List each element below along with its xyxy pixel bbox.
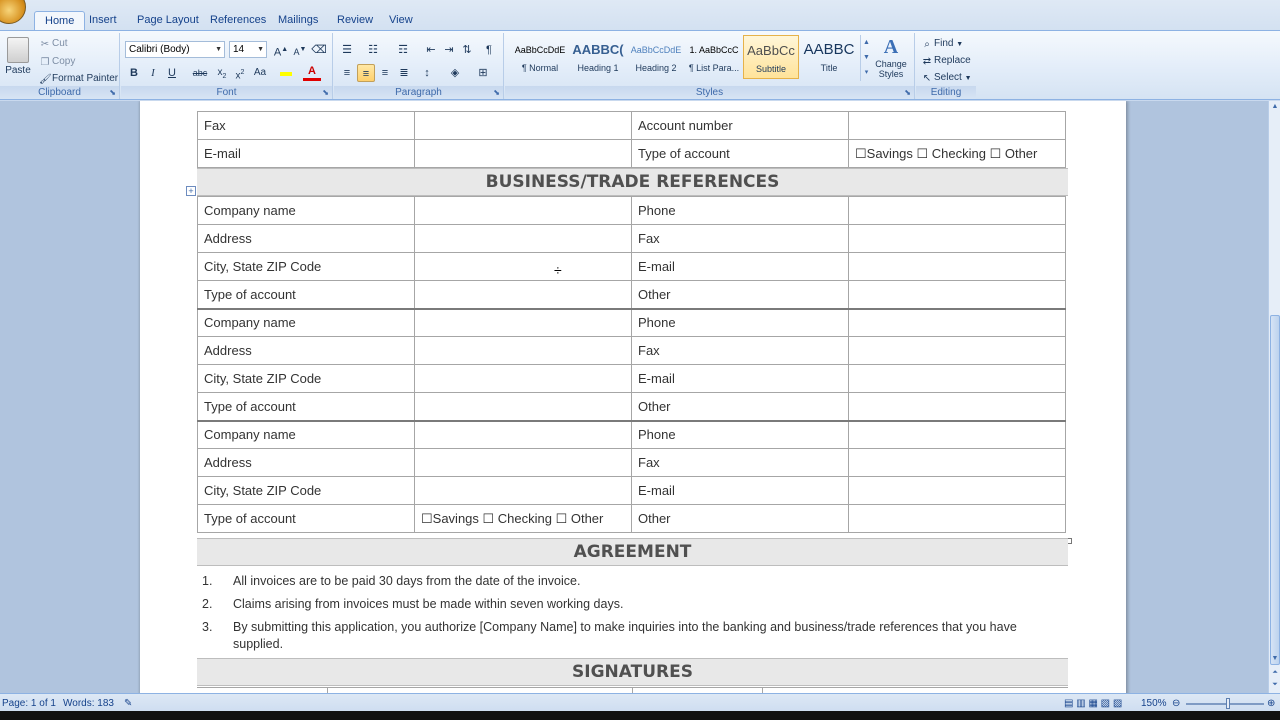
paint-bucket-icon: ◈ xyxy=(450,67,460,79)
table-cell[interactable] xyxy=(849,449,1066,477)
previous-page-icon[interactable]: ⏶ xyxy=(1272,669,1278,676)
table-row xyxy=(198,477,1066,505)
decrease-indent-button[interactable] xyxy=(422,41,440,59)
bank-info-table xyxy=(197,111,1066,168)
table-cell[interactable]: Address xyxy=(198,337,415,365)
paste-icon xyxy=(7,37,29,63)
table-row xyxy=(198,421,1066,449)
table-cell[interactable]: E-mail xyxy=(198,140,415,168)
style-preview: AaBbCc xyxy=(747,43,795,58)
grow-font-button[interactable]: A▲ xyxy=(273,46,289,59)
borders-button[interactable] xyxy=(474,64,492,82)
table-cell[interactable]: ☐Savings ☐ Checking ☐ Other xyxy=(415,505,632,533)
list-text: Claims arising from invoices must be made within seven working days. xyxy=(233,597,624,611)
table-cell[interactable]: E-mail xyxy=(632,477,849,505)
table-row xyxy=(198,281,1066,309)
shrink-font-button[interactable]: A▼ xyxy=(293,46,307,57)
table-cell[interactable] xyxy=(849,197,1066,225)
page-count[interactable]: Page: 1 of 1 xyxy=(2,698,56,709)
eraser-icon: ⌫ xyxy=(311,44,327,56)
highlighter-icon xyxy=(280,72,292,76)
change-styles-icon: A xyxy=(883,36,899,58)
table-row xyxy=(198,197,1066,225)
table-cell[interactable] xyxy=(415,112,632,140)
list-number: 2. xyxy=(202,597,213,611)
paragraph-launcher-icon[interactable]: ⬊ xyxy=(493,88,500,97)
table-row xyxy=(198,393,1066,421)
document-workspace xyxy=(0,101,1268,693)
strikethrough-button[interactable]: abc xyxy=(192,68,208,78)
style-preview: AABBC xyxy=(803,41,855,58)
brush-icon: 🖌 xyxy=(39,74,52,85)
style-subtitle[interactable] xyxy=(743,35,799,79)
scissors-icon: ✂ xyxy=(40,39,50,50)
table-cell[interactable] xyxy=(849,505,1066,533)
table-cell[interactable]: Type of account xyxy=(632,140,849,168)
replace-button[interactable] xyxy=(920,54,971,67)
table-cell[interactable]: Phone xyxy=(632,309,849,337)
clear-formatting-button[interactable] xyxy=(310,41,328,59)
table-cell[interactable]: Type of account xyxy=(198,281,415,309)
table-cell[interactable] xyxy=(415,449,632,477)
table-cell[interactable]: Phone xyxy=(632,421,849,449)
styles-group-label: Styles xyxy=(505,86,914,99)
table-cell[interactable] xyxy=(415,281,632,309)
table-cell[interactable]: City, State ZIP Code xyxy=(198,365,415,393)
table-cell[interactable]: Type of account xyxy=(198,393,415,421)
bullet-list-icon: ☰ xyxy=(342,44,352,56)
style-normal[interactable] xyxy=(512,35,568,79)
style-preview: AaBbCcDdE xyxy=(514,45,566,55)
zoom-level[interactable]: 150% xyxy=(1141,698,1167,709)
style-preview: AaBbCcDdE xyxy=(630,45,682,55)
font-size-value: 14 xyxy=(233,44,245,55)
next-page-icon[interactable]: ⏷ xyxy=(1272,681,1278,688)
style-name: ¶ List Para... xyxy=(688,63,740,73)
style-name: Heading 1 xyxy=(577,63,619,73)
format-painter-button[interactable] xyxy=(38,72,118,85)
agreement-heading: AGREEMENT xyxy=(197,538,1068,566)
chevron-down-icon: ▼ xyxy=(257,46,264,53)
table-cell[interactable]: Fax xyxy=(198,112,415,140)
table-cell[interactable]: E-mail xyxy=(632,253,849,281)
office-button[interactable] xyxy=(0,0,30,30)
sort-icon: ⇅ xyxy=(462,44,472,56)
table-cell[interactable]: Fax xyxy=(632,337,849,365)
style-list-paragraph[interactable] xyxy=(686,35,742,79)
word-count[interactable]: Words: 183 xyxy=(63,698,114,709)
numbered-list-icon: ☷ xyxy=(368,44,378,56)
styles-launcher-icon[interactable]: ⬊ xyxy=(904,88,911,97)
cut-label: Cut xyxy=(52,38,68,50)
style-heading-2[interactable] xyxy=(628,35,684,79)
style-heading-1[interactable] xyxy=(570,35,626,79)
copy-icon: ❐ xyxy=(40,57,50,68)
font-size-select[interactable] xyxy=(229,41,267,58)
tab-page-layout[interactable]: Page Layout xyxy=(137,14,199,26)
subscript-button[interactable]: $x_2$ xyxy=(217,67,227,80)
line-spacing-icon: ↕ xyxy=(424,67,430,79)
zoom-slider[interactable] xyxy=(1186,703,1264,705)
table-cell[interactable] xyxy=(415,365,632,393)
clipboard-launcher-icon[interactable]: ⬊ xyxy=(109,88,116,97)
editing-group-label: Editing xyxy=(916,86,976,99)
line-spacing-button[interactable] xyxy=(418,64,436,82)
table-cell[interactable] xyxy=(415,140,632,168)
table-cell[interactable] xyxy=(849,337,1066,365)
scroll-down-icon[interactable]: ▼ xyxy=(1271,655,1279,662)
clipboard-group-label: Clipboard xyxy=(0,86,119,99)
screen-bottom-edge xyxy=(0,711,1280,720)
table-cell[interactable]: Phone xyxy=(632,197,849,225)
multilevel-list-icon: ☶ xyxy=(398,44,408,56)
font-family-select[interactable] xyxy=(125,41,225,58)
table-cell[interactable] xyxy=(849,365,1066,393)
table-cell[interactable]: Company name xyxy=(198,309,415,337)
table-cell[interactable] xyxy=(849,225,1066,253)
binoculars-icon: ⌕ xyxy=(924,39,930,50)
list-text: By submitting this application, you authorize [Company Name] to make inquiries into the banking and business/trade references that you have supplied. xyxy=(233,620,1017,651)
list-item[interactable] xyxy=(202,596,1022,613)
align-left-icon: ≡ xyxy=(343,67,351,79)
table-cell[interactable]: Fax xyxy=(632,449,849,477)
table-cell[interactable]: Other xyxy=(632,505,849,533)
vertical-scrollbar[interactable] xyxy=(1268,101,1280,693)
outdent-icon: ⇤ xyxy=(426,44,436,56)
tab-mailings[interactable]: Mailings xyxy=(278,14,319,26)
list-number: 1. xyxy=(202,574,213,588)
table-cell[interactable]: City, State ZIP Code xyxy=(198,477,415,505)
change-styles-button[interactable] xyxy=(873,35,909,83)
table-cell[interactable]: Fax xyxy=(632,225,849,253)
justify-button[interactable] xyxy=(395,64,413,82)
clipboard-group xyxy=(0,33,120,99)
agreement-list xyxy=(202,573,1022,659)
table-cell[interactable] xyxy=(849,112,1066,140)
table-row xyxy=(198,112,1066,140)
table-cell[interactable]: Other xyxy=(632,281,849,309)
increase-indent-button[interactable] xyxy=(440,41,458,59)
tab-insert[interactable]: Insert xyxy=(89,14,117,26)
style-preview: AABBC( xyxy=(572,42,624,57)
style-title[interactable] xyxy=(801,35,857,79)
table-cell[interactable] xyxy=(849,393,1066,421)
business-references-table xyxy=(197,196,1066,533)
font-launcher-icon[interactable]: ⬊ xyxy=(322,88,329,97)
ribbon-tab-strip xyxy=(0,0,1280,30)
table-cell[interactable]: Type of account xyxy=(198,505,415,533)
tab-home[interactable]: Home xyxy=(34,11,85,30)
list-item[interactable] xyxy=(202,619,1022,653)
copy-label: Copy xyxy=(52,56,76,68)
shading-button[interactable] xyxy=(446,64,464,82)
font-group-label: Font xyxy=(121,86,332,99)
align-center-icon: ≡ xyxy=(362,68,370,80)
format-painter-label: Format Painter xyxy=(52,73,119,85)
more-icon: ▾ xyxy=(864,69,869,76)
bullets-button[interactable] xyxy=(338,41,356,59)
cursor-icon: ↖ xyxy=(922,73,932,84)
table-cell[interactable]: Other xyxy=(632,393,849,421)
list-text: All invoices are to be paid 30 days from the date of the invoice. xyxy=(233,574,581,588)
tab-references[interactable]: References xyxy=(210,14,267,26)
style-name: Title xyxy=(820,63,838,73)
table-cell[interactable]: City, State ZIP Code xyxy=(198,253,415,281)
show-formatting-button[interactable] xyxy=(480,41,498,59)
table-row xyxy=(198,309,1066,337)
list-number: 3. xyxy=(202,620,213,634)
style-name: ¶ Normal xyxy=(521,63,559,73)
scroll-thumb[interactable] xyxy=(1270,315,1280,665)
table-cell[interactable] xyxy=(415,477,632,505)
change-styles-label: Change Styles xyxy=(875,59,907,79)
table-cell[interactable] xyxy=(415,197,632,225)
center-button[interactable] xyxy=(357,64,375,82)
table-cell[interactable]: Address xyxy=(198,449,415,477)
business-references-heading: BUSINESS/TRADE REFERENCES xyxy=(197,168,1068,196)
chevron-down-icon: ▼ xyxy=(863,54,870,61)
font-group xyxy=(121,33,333,99)
cut-button[interactable] xyxy=(38,37,68,50)
style-name: Subtitle xyxy=(755,64,787,74)
select-button[interactable] xyxy=(920,71,972,84)
superscript-button[interactable]: $x^2$ xyxy=(235,69,245,82)
list-item[interactable] xyxy=(202,573,1022,590)
editing-group xyxy=(916,33,976,99)
ribbon xyxy=(0,30,1280,100)
table-cell[interactable] xyxy=(849,477,1066,505)
paste-button[interactable] xyxy=(4,35,32,83)
move-cursor-icon: ÷ xyxy=(554,262,562,278)
signatures-heading: SIGNATURES xyxy=(197,658,1068,686)
zoom-slider-thumb[interactable] xyxy=(1226,698,1230,709)
view-buttons[interactable]: ▤ ▥ ▦ ▧ ▨ xyxy=(1064,698,1123,709)
change-case-button[interactable]: Aa xyxy=(253,67,267,78)
table-row xyxy=(198,253,1066,281)
styles-gallery-scroll[interactable] xyxy=(860,35,872,81)
style-name: Heading 2 xyxy=(635,63,677,73)
table-cell[interactable] xyxy=(849,253,1066,281)
justify-icon: ≣ xyxy=(399,67,409,79)
table-cell[interactable]: Account number xyxy=(632,112,849,140)
tab-view[interactable]: View xyxy=(389,14,413,26)
bold-button[interactable]: B xyxy=(130,67,138,79)
proofing-icon[interactable]: ✎ xyxy=(124,698,133,709)
select-label: Select xyxy=(934,72,962,84)
paragraph-group xyxy=(334,33,504,99)
table-cell[interactable] xyxy=(415,225,632,253)
table-cell[interactable]: Address xyxy=(198,225,415,253)
underline-button[interactable]: U xyxy=(168,67,176,79)
table-row xyxy=(198,505,1066,533)
italic-button[interactable]: I xyxy=(151,67,155,79)
copy-button[interactable] xyxy=(38,55,75,68)
table-row xyxy=(198,337,1066,365)
chevron-down-icon: ▼ xyxy=(964,75,972,83)
align-right-button[interactable] xyxy=(376,64,394,82)
numbering-button[interactable] xyxy=(364,41,382,59)
scroll-up-icon[interactable]: ▲ xyxy=(1271,103,1279,110)
table-cell[interactable]: E-mail xyxy=(632,365,849,393)
table-move-handle-icon[interactable]: + xyxy=(186,186,196,196)
borders-icon: ⊞ xyxy=(478,67,488,79)
paragraph-group-label: Paragraph xyxy=(334,86,503,99)
align-left-button[interactable] xyxy=(338,64,356,82)
table-cell[interactable] xyxy=(415,337,632,365)
table-row xyxy=(198,225,1066,253)
table-row xyxy=(198,365,1066,393)
find-label: Find xyxy=(934,38,954,50)
multilevel-list-button[interactable] xyxy=(394,41,412,59)
chevron-down-icon: ▼ xyxy=(956,41,964,49)
table-row xyxy=(198,140,1066,168)
replace-icon: ⇄ xyxy=(922,56,932,67)
replace-label: Replace xyxy=(934,55,971,67)
table-cell[interactable] xyxy=(849,309,1066,337)
office-logo-icon xyxy=(0,0,26,24)
chevron-down-icon: ▼ xyxy=(215,46,222,53)
pilcrow-icon: ¶ xyxy=(486,44,492,56)
font-color-button[interactable]: A xyxy=(303,64,321,81)
align-right-icon: ≡ xyxy=(381,67,389,79)
table-cell[interactable] xyxy=(849,421,1066,449)
find-button[interactable] xyxy=(920,37,963,50)
table-cell[interactable] xyxy=(415,421,632,449)
document-page[interactable] xyxy=(140,101,1126,693)
table-cell[interactable] xyxy=(415,253,632,281)
styles-gallery xyxy=(510,35,860,81)
table-cell[interactable] xyxy=(415,393,632,421)
tab-review[interactable]: Review xyxy=(337,14,374,26)
style-preview: 1. AaBbCcC xyxy=(689,45,739,55)
table-cell[interactable]: Company name xyxy=(198,197,415,225)
indent-icon: ⇥ xyxy=(444,44,454,56)
table-cell[interactable]: Company name xyxy=(198,421,415,449)
font-family-value: Calibri (Body) xyxy=(129,44,190,55)
chevron-up-icon: ▲ xyxy=(863,39,870,46)
zoom-out-icon[interactable]: ⊖ xyxy=(1172,698,1181,709)
table-cell[interactable] xyxy=(849,281,1066,309)
table-cell[interactable]: ☐Savings ☐ Checking ☐ Other xyxy=(849,140,1066,168)
zoom-in-icon[interactable]: ⊕ xyxy=(1267,698,1276,709)
paste-label: Paste xyxy=(5,65,31,76)
table-row xyxy=(198,449,1066,477)
sort-button[interactable] xyxy=(458,41,476,59)
highlight-button[interactable] xyxy=(277,64,295,82)
table-cell[interactable] xyxy=(415,309,632,337)
